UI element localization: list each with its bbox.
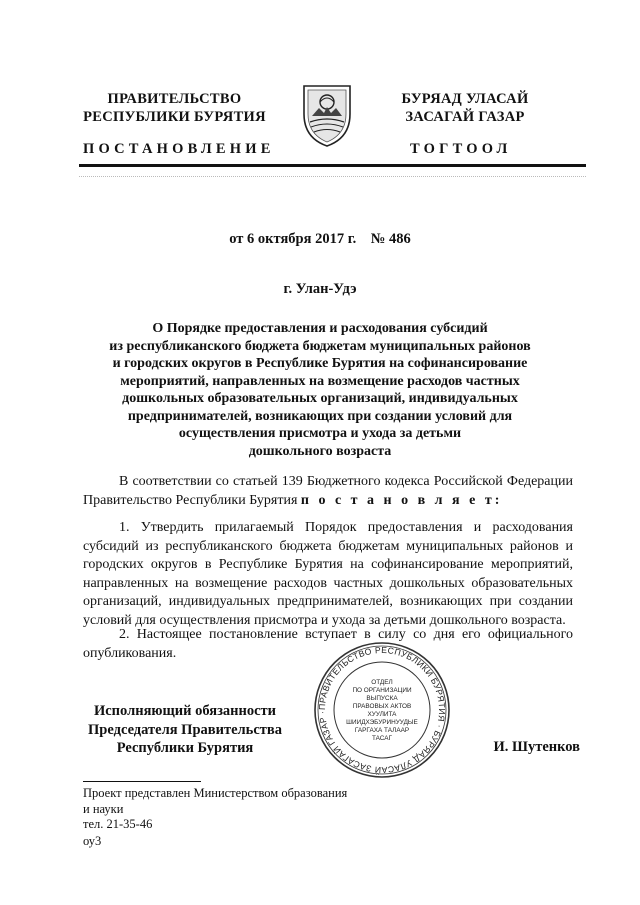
title-line: О Порядке предоставления и расходования субсидий bbox=[152, 321, 488, 336]
footer-divider bbox=[83, 781, 201, 782]
stamp-ring-text: ПРАВИТЕЛЬСТВО РЕСПУБЛИКИ БУРЯТИЯ · БУРЯАД УЛАСАЙ ЗАСАГАЙ ГАЗАР · bbox=[316, 644, 448, 776]
document-date-number: от 6 октября 2017 г. № 486 bbox=[229, 231, 411, 247]
title-line: и городских округов в Республике Бурятия на софинансирование bbox=[112, 356, 528, 371]
document-type-bua: ТОГТООЛ bbox=[410, 141, 512, 157]
item-2-paragraph: 2. Настоящее постановление вступает в силу со дня его официального опубликования. bbox=[83, 627, 573, 661]
footer-note bbox=[83, 786, 403, 833]
stamp-line: ВЫПУСКА bbox=[366, 695, 398, 702]
footer-line3: тел. 21-35-46 bbox=[83, 817, 153, 831]
government-name-bua bbox=[388, 90, 542, 126]
footer-code: оу3 bbox=[83, 834, 102, 848]
title-line: мероприятий, направленных на возмещение расходов частных bbox=[120, 373, 520, 389]
stamp-line: ХУУЛИТА bbox=[367, 711, 397, 718]
title-line: предпринимателей, возникающих при создании условий для bbox=[127, 408, 513, 424]
title-line: осуществления присмотра и ухода за детьми bbox=[178, 426, 462, 441]
stamp-line: ПО ОРГАНИЗАЦИИ bbox=[352, 687, 412, 694]
government-name-ru-line2: РЕСПУБЛИКИ БУРЯТИЯ bbox=[83, 109, 266, 125]
header-dotted-line bbox=[79, 176, 586, 177]
stamp-line: ПРАВОВЫХ АКТОВ bbox=[352, 703, 412, 710]
coat-of-arms-buryatia-icon bbox=[296, 80, 358, 150]
title-line: дошкольных образовательных организаций, индивидуальных bbox=[122, 391, 518, 406]
footer-line2: и науки bbox=[83, 801, 124, 816]
preamble-keyword: п о с т а н о в л я е т: bbox=[300, 492, 503, 508]
title-line: из республиканского бюджета бюджетам муниципальных районов bbox=[109, 338, 531, 354]
government-name-bua-line1: БУРЯАД УЛАСАЙ bbox=[401, 91, 529, 107]
document-city: г. Улан-Удэ bbox=[283, 281, 357, 297]
government-name-bua-line2: ЗАСАГАЙ ГАЗАР bbox=[405, 109, 525, 125]
signatory-position-line2: Председателя Правительства bbox=[88, 721, 282, 738]
government-name-ru-line1: ПРАВИТЕЛЬСТВО bbox=[107, 91, 242, 107]
signatory-position-line3: Республики Бурятия bbox=[116, 740, 254, 756]
item-1-paragraph: 1. Утвердить прилагаемый Порядок предоставления и расходования субсидий из республиканского бюджета бюджетам муниципальных районов и городских округов в Республике Бурятия на софинансирование мероприятий, направленных на возмещение расходов частных дошкольных образовательных организаций, индивидуальных предпринимателей, возникающих при создании условий для осуществления присмотра и ухода за детьми дошкольного возраста. bbox=[83, 520, 573, 628]
signatory-position bbox=[70, 702, 300, 758]
government-name-ru bbox=[83, 90, 266, 126]
signatory-name: И. Шутенков bbox=[493, 739, 580, 755]
preamble-paragraph bbox=[83, 473, 573, 510]
stamp-line: ГАРГАХА ТАЛААР bbox=[354, 727, 410, 734]
document-title bbox=[60, 320, 580, 460]
stamp-line: ОТДЕЛ bbox=[371, 679, 393, 686]
stamp-line: ШИИДХЭБУРИНУУДЫЕ bbox=[346, 719, 418, 726]
preamble-text: В соответствии со статьей 139 Бюджетного кодекса Российской Федерации Правительство Республики Бурятия bbox=[83, 474, 573, 508]
title-line: дошкольного возраста bbox=[248, 443, 392, 459]
footer-line1: Проект представлен Министерством образования bbox=[83, 786, 348, 800]
stamp-line: ТАСАГ bbox=[371, 735, 393, 742]
document-type-ru: ПОСТАНОВЛЕНИЕ bbox=[83, 141, 275, 157]
signatory-position-line1: Исполняющий обязанности bbox=[93, 703, 277, 719]
header-divider bbox=[79, 164, 586, 167]
official-stamp bbox=[312, 640, 452, 780]
